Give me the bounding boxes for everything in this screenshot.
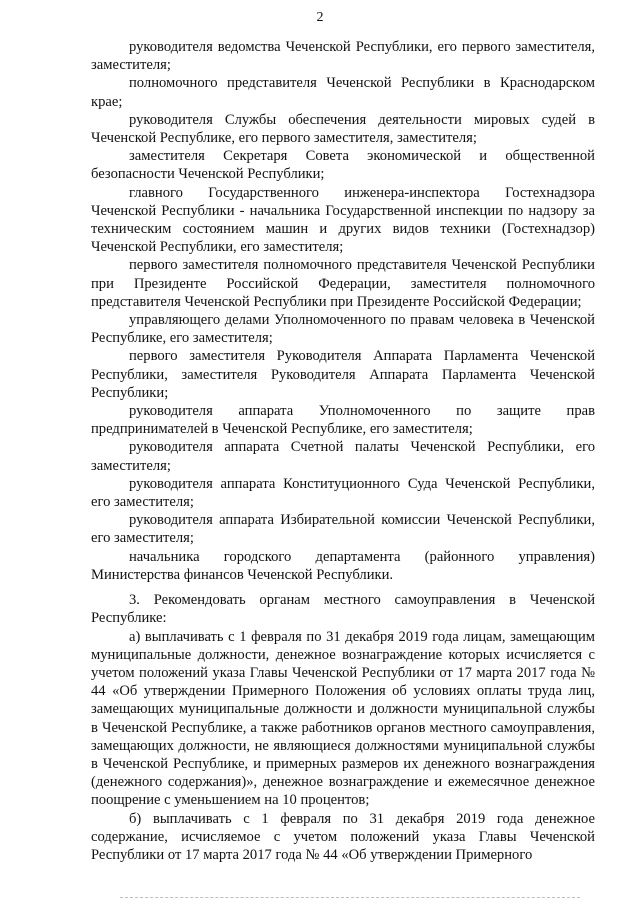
clause-3b: б) выплачивать с 1 февраля по 31 декабря 2019 года денежное содержание, исчисляемое с учетом положений указа Главы Чеченской Республики от 17 марта 2017 года № 44 «Об утверждении Примерного: [91, 810, 595, 863]
list-item-business-ombudsman-staff-head: руководителя аппарата Уполномоченного по защите прав предпринимателей в Чеченской Республике, его заместителя;: [91, 403, 595, 438]
document-body: [91, 38, 595, 864]
list-item-president-representative-deputy: первого заместителя полномочного представителя Чеченской Республики при Президенте Российской Федерации, заместителя полномочного представителя Чеченской Республики при Президенте Российской Федерации;: [91, 257, 595, 310]
clause-3-recommendation: 3. Рекомендовать органам местного самоуправления в Чеченской Республике:: [91, 592, 595, 627]
list-item-security-council-deputy: заместителя Секретаря Совета экономической и общественной безопасности Чеченской Республики;: [91, 148, 595, 183]
clause-3a: а) выплачивать с 1 февраля по 31 декабря 2019 года лицам, замещающим муниципальные должности, денежное вознаграждение которых исчисляется с учетом положений указа Главы Чеченской Республики от 17 марта 2017 года № 44 «Об утверждении Примерного Положения об условиях оплаты труда лиц, замещающих муниципальные должности и должности муниципальной службы в Чеченской Республике, а также работников органов местного самоуправления, замещающих должности, не являющиеся должностями муниципальной службы в Чеченской Республике, и примерных размеров их денежного вознаграждения (денежного содержания)», денежное вознаграждение и ежемесячное денежное поощрение с уменьшением на 10 процентов;: [91, 628, 595, 809]
list-item-parliament-staff-deputy: первого заместителя Руководителя Аппарата Парламента Чеченской Республики, заместителя Руководителя Аппарата Парламента Чеченской Республики;: [91, 348, 595, 401]
list-item-ombudsman-affairs-manager: управляющего делами Уполномоченного по правам человека в Чеченской Республике, его заместителя;: [91, 312, 595, 347]
list-item-constitutional-court-staff-head: руководителя аппарата Конституционного Суда Чеченской Республики, его заместителя;: [91, 475, 595, 511]
list-item-gostekhnadzor-chief: главного Государственного инженера-инспектора Гостехнадзора Чеченской Республики - начальника Государственной инспекции по надзору за техническим состоянием машин и других видов техники (Гостехнадзор) Чеченской Республики, его заместителя;: [91, 184, 595, 256]
list-item-election-commission-staff-head: руководителя аппарата Избирательной комиссии Чеченской Республики, его заместителя;: [91, 512, 595, 547]
list-item-finance-department-head: начальника городского департамента (районного управления) Министерства финансов Чеченской Республики.: [91, 548, 595, 583]
scan-edge-divider: [120, 897, 580, 898]
list-item-justices-service-head: руководителя Службы обеспечения деятельности мировых судей в Чеченской Республике, его первого заместителя, заместителя;: [91, 111, 595, 147]
list-item-krasnodar-representative: полномочного представителя Чеченской Республики в Краснодарском крае;: [91, 75, 595, 110]
page-number: 2: [316, 10, 324, 25]
list-item-audit-chamber-staff-head: руководителя аппарата Счетной палаты Чеченской Республики, его заместителя;: [91, 439, 595, 474]
list-item-ministry-head: руководителя ведомства Чеченской Республики, его первого заместителя, заместителя;: [91, 39, 595, 74]
